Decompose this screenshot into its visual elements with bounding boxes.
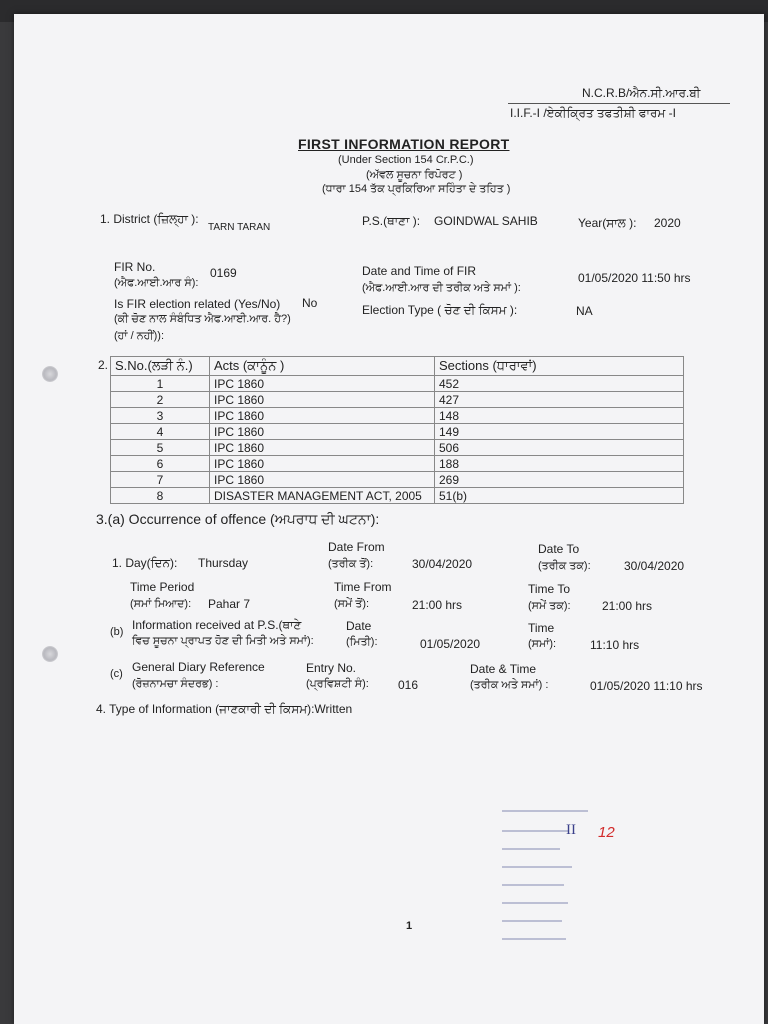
report-subtitle-punjabi-2: (ਧਾਰਾ 154 ਤੱਕ ਪ੍ਰਕਿਰਿਆ ਸਹਿੰਤਾ ਦੇ ਤਹਿਤ ) — [322, 183, 511, 195]
day-label: 1. Day(ਦਿਨ): — [112, 556, 178, 570]
date-to-value: 30/04/2020 — [624, 559, 685, 573]
row-section: 149 — [435, 424, 684, 440]
election-related-value: No — [302, 296, 318, 310]
row-sno: 7 — [111, 472, 210, 488]
row-sno: 3 — [111, 408, 210, 424]
time-period-label-punjabi: (ਸਮਾਂ ਮਿਆਦ): — [130, 598, 192, 610]
punch-hole — [42, 646, 58, 662]
info-date-label-punjabi: (ਮਿਤੀ): — [346, 636, 378, 648]
row-sno: 5 — [111, 440, 210, 456]
row-sno: 8 — [111, 488, 210, 504]
police-station-value: GOINDWAL SAHIB — [434, 214, 538, 228]
row-act: IPC 1860 — [210, 392, 435, 408]
election-related-label: Is FIR election related (Yes/No) — [114, 297, 281, 311]
fir-datetime-label-punjabi: (ਐਫ.ਆਈ.ਆਰ ਦੀ ਤਰੀਕ ਅਤੇ ਸਮਾਂ ): — [362, 282, 521, 294]
info-received-marker: (b) — [110, 626, 124, 638]
entry-no-value: 016 — [398, 678, 419, 692]
acts-sections-table — [110, 356, 684, 504]
time-period-value: Pahar 7 — [208, 597, 251, 611]
stamp-roman-number: II — [566, 822, 576, 838]
acts-section-number: 2. — [98, 358, 109, 372]
info-time-label-punjabi: (ਸਮਾਂ): — [528, 638, 557, 650]
info-type-label — [96, 702, 352, 717]
row-act: IPC 1860 — [210, 456, 435, 472]
row-sno: 2 — [111, 392, 210, 408]
date-to-label-punjabi: (ਤਰੀਕ ਤਕ): — [538, 560, 591, 572]
column-header-acts: Acts (ਕਾਨੂੰਨ ) — [210, 357, 435, 376]
time-to-value: 21:00 hrs — [602, 599, 653, 613]
table-row — [111, 472, 684, 488]
info-received-label: Information received at P.S.(ਥਾਣੇ — [132, 618, 302, 632]
entry-no-label: Entry No. — [306, 661, 357, 675]
row-act: IPC 1860 — [210, 376, 435, 392]
info-received-label-punjabi: ਵਿਚ ਸੂਚਨਾ ਪ੍ਰਾਪਤ ਹੋਣ ਦੀ ਮਿਤੀ ਅਤੇ ਸਮਾਂ): — [132, 635, 314, 647]
info-time-value: 11:10 hrs — [590, 638, 640, 652]
date-from-label-punjabi: (ਤਰੀਕ ਤੋਂ): — [328, 558, 374, 570]
row-act: DISASTER MANAGEMENT ACT, 2005 — [210, 488, 435, 504]
year-label: Year(ਸਾਲ ): — [578, 216, 637, 230]
day-value: Thursday — [198, 556, 249, 570]
district-value: TARN TARAN — [208, 222, 271, 233]
table-header-row — [111, 357, 684, 376]
row-act: IPC 1860 — [210, 472, 435, 488]
date-to-label: Date To — [538, 542, 580, 556]
election-type-label: Election Type ( ਚੋਣ ਦੀ ਕਿਸਮ ): — [362, 303, 518, 317]
info-date-label: Date — [346, 619, 372, 633]
info-time-label: Time — [528, 621, 555, 635]
stamp-handwritten-number: 12 — [598, 824, 615, 841]
general-diary-marker: (c) — [110, 668, 123, 680]
info-type-value: Written — [314, 702, 353, 716]
time-from-value: 21:00 hrs — [412, 598, 463, 612]
row-section: 188 — [435, 456, 684, 472]
row-section: 51(b) — [435, 488, 684, 504]
time-from-label-punjabi: (ਸਮੇਂ ਤੋਂ): — [334, 598, 370, 610]
row-section: 148 — [435, 408, 684, 424]
police-station-label: P.S.(ਥਾਣਾ ): — [362, 214, 421, 228]
punch-hole — [42, 366, 58, 382]
general-diary-label-punjabi: (ਰੋਜ਼ਨਾਮਚਾ ਸੰਦਰਭ) : — [132, 678, 219, 690]
faded-office-stamp — [502, 794, 632, 954]
time-to-label-punjabi: (ਸਮੇਂ ਤਕ): — [528, 600, 571, 612]
report-subtitle-punjabi: (ਅੱਵਲ ਸੂਚਨਾ ਰਿਪੋਰਟ ) — [366, 169, 463, 181]
row-act: IPC 1860 — [210, 424, 435, 440]
ncrb-header: N.C.R.B/ਐਨ.ਸੀ.ਆਰ.ਬੀ — [582, 86, 701, 100]
gd-datetime-label: Date & Time — [470, 662, 537, 676]
row-sno: 1 — [111, 376, 210, 392]
row-section: 452 — [435, 376, 684, 392]
time-period-label: Time Period — [130, 580, 195, 594]
info-date-value: 01/05/2020 — [420, 637, 481, 651]
row-section: 269 — [435, 472, 684, 488]
date-from-label: Date From — [328, 540, 385, 554]
occurrence-heading: 3.(a) Occurrence of offence (ਅਪਰਾਧ ਦੀ ਘਟਨਾ): — [96, 511, 380, 527]
table-row — [111, 408, 684, 424]
election-related-label-punjabi-2: (ਹਾਂ / ਨਹੀਂ)): — [114, 330, 165, 342]
fir-no-label: FIR No. — [114, 260, 156, 274]
table-row — [111, 456, 684, 472]
time-from-label: Time From — [334, 580, 392, 594]
fir-datetime-label: Date and Time of FIR — [362, 264, 477, 278]
table-row — [111, 392, 684, 408]
row-sno: 6 — [111, 456, 210, 472]
fir-datetime-value: 01/05/2020 11:50 hrs — [578, 271, 691, 285]
header-rule — [508, 103, 730, 104]
row-sno: 4 — [111, 424, 210, 440]
election-type-value: NA — [576, 304, 593, 318]
column-header-sections: Sections (ਧਾਰਾਵਾਂ) — [435, 357, 684, 376]
date-from-value: 30/04/2020 — [412, 557, 473, 571]
report-title: FIRST INFORMATION REPORT — [298, 136, 510, 152]
fir-no-value: 0169 — [210, 266, 237, 280]
gd-datetime-value: 01/05/2020 11:10 hrs — [590, 679, 703, 693]
year-value: 2020 — [654, 216, 681, 230]
page-number: 1 — [406, 920, 413, 932]
table-row — [111, 424, 684, 440]
report-subtitle: (Under Section 154 Cr.P.C.) — [338, 154, 474, 166]
general-diary-label: General Diary Reference — [132, 660, 265, 674]
entry-no-label-punjabi: (ਪ੍ਰਵਿਸ਼ਟੀ ਸੰ): — [306, 678, 369, 690]
table-row — [111, 440, 684, 456]
row-act: IPC 1860 — [210, 408, 435, 424]
election-related-label-punjabi: (ਕੀ ਚੋਣ ਨਾਲ ਸੰਬੰਧਿਤ ਐਫ.ਆਈ.ਆਰ. ਹੈ?) — [114, 313, 291, 325]
row-section: 506 — [435, 440, 684, 456]
table-row — [111, 376, 684, 392]
row-act: IPC 1860 — [210, 440, 435, 456]
fir-no-label-punjabi: (ਐਫ.ਆਈ.ਆਰ ਸੰ): — [114, 277, 199, 289]
row-section: 427 — [435, 392, 684, 408]
time-to-label: Time To — [528, 582, 571, 596]
column-header-sno: S.No.(ਲੜੀ ਨੰ.) — [111, 357, 210, 376]
info-type-label-text: 4. Type of Information (ਜਾਣਕਾਰੀ ਦੀ ਕਿਸਮ): — [96, 702, 315, 716]
district-label: 1. District (ਜ਼ਿਲ੍ਹਾ ): — [100, 212, 199, 226]
table-row — [111, 488, 684, 504]
gd-datetime-label-punjabi: (ਤਰੀਕ ਅਤੇ ਸਮਾਂ) : — [470, 679, 549, 691]
fir-document-page — [14, 14, 764, 1024]
iif-header: I.I.F.-I /ਏਕੀਕ੍ਰਿਤ ਤਫਤੀਸ਼ੀ ਫਾਰਮ -I — [510, 106, 676, 120]
